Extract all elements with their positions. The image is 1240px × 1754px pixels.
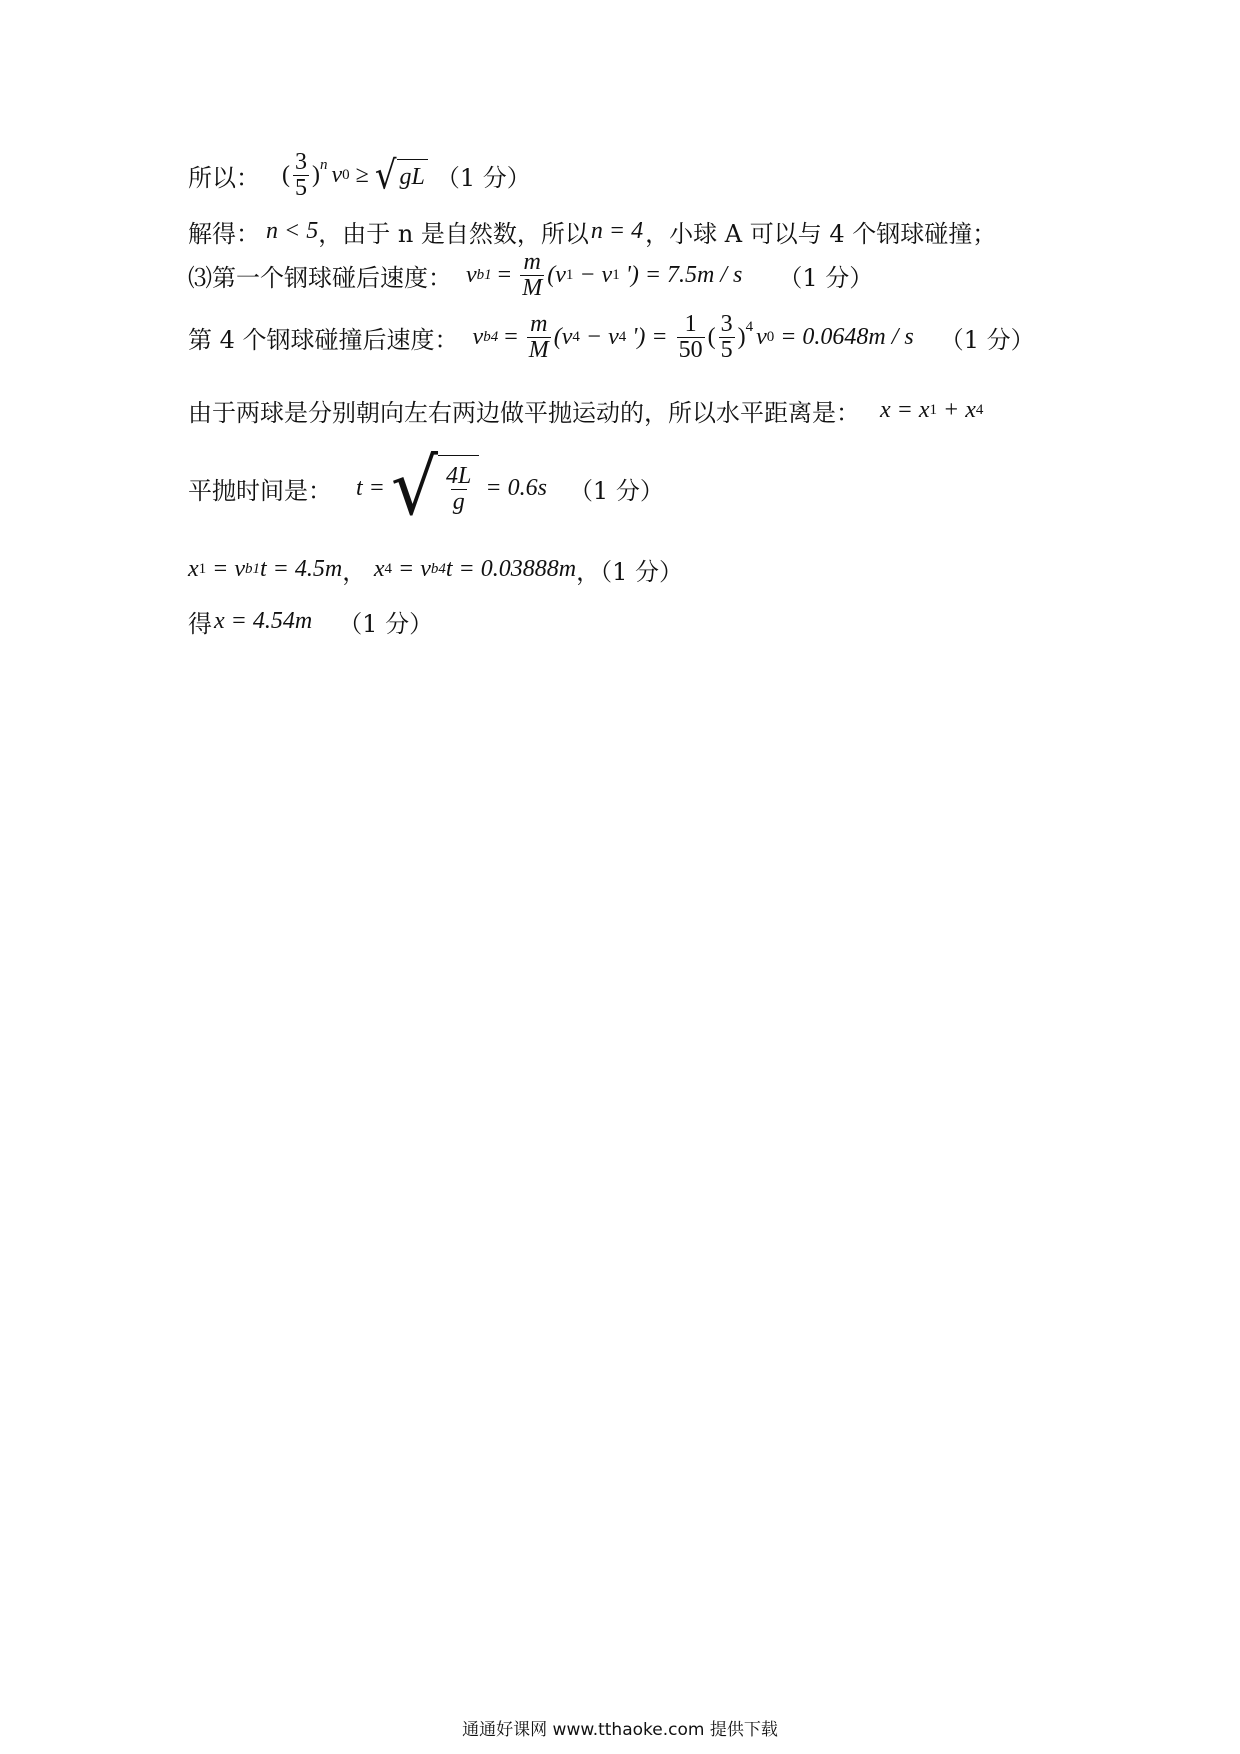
- footer-watermark: 通通好课网 www.tthaoke.com 提供下载: [462, 1720, 778, 1740]
- line-1: 所以： ( $\frac{3}{5}$ ) $^n$ v 0 ≥ √ gL （1 分）: [188, 149, 531, 202]
- line-4: 第 4 个钢球碰撞后速度： v b4 = $\frac{m}{M}$ (v 4 − v 4 ') = $\frac{1}{50}$ ( $\frac{3}{5}$ ) $^4$ v 0 = 0.0648m / s （1 分）: [188, 311, 1035, 364]
- line-2: 解得： n < 5 ，由于 n 是自然数，所以 n = 4 ，小球 A 可以与 4 个钢球碰撞；: [188, 214, 996, 249]
- score: （1 分）: [435, 164, 531, 193]
- score: （1 分）: [939, 326, 1035, 355]
- square-root: √ $\frac{4L}{g}$: [391, 455, 480, 522]
- fraction: $\frac{3}{5}$: [720, 311, 733, 364]
- fraction: $\frac{4L}{g}$: [446, 463, 472, 516]
- line1-label: 所以：: [188, 164, 260, 193]
- line2-label: 解得：: [188, 220, 260, 248]
- line-6: 平抛时间是： t = √ $\frac{4L}{g}$ = 0.6s （1 分）: [188, 442, 664, 534]
- score: ，（1 分）: [576, 558, 683, 586]
- score: （1 分）: [778, 264, 874, 293]
- line8-label: 得: [188, 610, 212, 638]
- fraction: $\frac{m}{M}$: [522, 249, 543, 302]
- line3-label: ⑶第一个钢球碰后速度：: [188, 264, 452, 293]
- line-8: 得 x = 4.54m （1 分）: [188, 604, 433, 639]
- line-5: 由于两球是分别朝向左右两边做平抛运动的，所以水平距离是： x = x 1 + x 4: [188, 397, 984, 427]
- score: （1 分）: [338, 610, 434, 638]
- fraction: $\frac{1}{50}$: [678, 311, 703, 364]
- line-3: ⑶第一个钢球碰后速度： v b1 = $\frac{m}{M}$ (v 1 − v 1 ') = 7.5m / s （1 分）: [188, 249, 874, 302]
- fraction: $\frac{3}{5}$: [295, 149, 307, 202]
- line-7: x 1 = v b1 t = 4.5m ， x 4 = v b4 t = 0.03888m ，（1 分）: [188, 552, 683, 587]
- score: （1 分）: [568, 476, 664, 505]
- square-root: √ gL: [375, 159, 428, 193]
- line4-label: 第 4 个钢球碰撞后速度：: [188, 326, 459, 355]
- line6-label: 平抛时间是：: [188, 476, 332, 505]
- fraction: $\frac{m}{M}$: [528, 311, 549, 364]
